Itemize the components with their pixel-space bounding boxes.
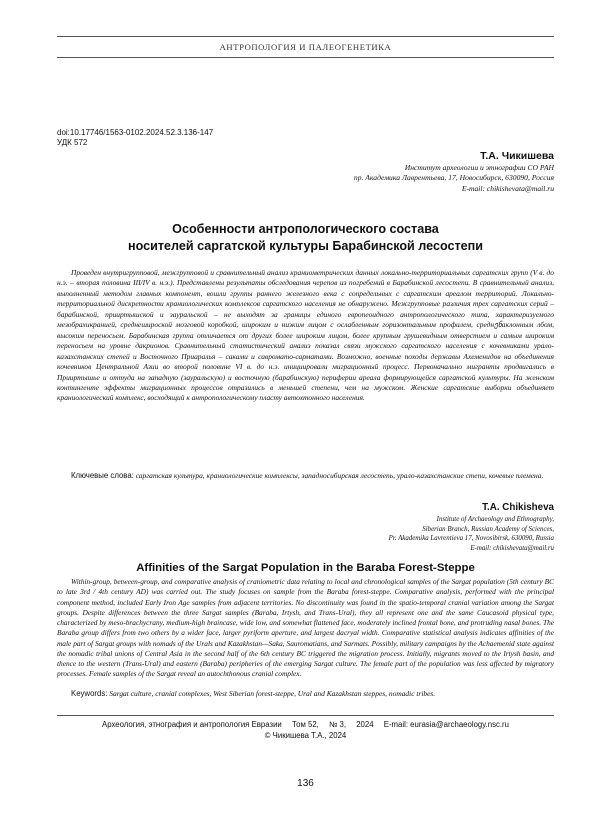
udc: УДК 572 xyxy=(57,138,88,147)
abstract-en: Within-group, between-group, and comparative analysis of craniometric data relating to local and chronological samples of the Sargat population (5th century BC to late 3rd / 4th century AD) was carried out. The study focuses on sample from the Baraba forest-steppe. Comparative analysis, performed with the principal component method, included Early Iron Age samples from adjacent territories. No discontinuity was found in the spatio-temporal cranial variation among the Sargat groups. Despite differences between the three Sargat samples (Baraba, Irtysh, and Trans-Ural), they all represent one and the same Caucasoid physical type, characterized by meso-brachycrany, medium-high braincase, wide low, and somewhat flattened face, moderately inclined frontal bone, and protruding nasal bones. The Baraba group differs from two others by a wider face, larger pyriform aperture, and largest dacryal width. Comparative statistical analysis indicates affinities of the male part of Sargat groups with nomads of the Urals and Kazakhstan—Saka, Sauromatians, and Sarmats. Possibly, military campaigns by the Achaemenid state against the nomadic tribal unions of Central Asia in the second half of the 6th century BC triggered the migration process. Initially, migrants moved to the Irtysh basin, and thence to the western (Trans-Ural) and eastern (Baraba) peripheries of the emerging Sargat culture. The female part of the population was less affected by migratory processes. Female samples of the Sargat reveal an autochthonous cranial complex. xyxy=(57,577,554,679)
affiliation-en xyxy=(389,515,554,553)
title-line: Особенности антропологического состава xyxy=(172,222,439,236)
section-heading: АНТРОПОЛОГИЯ И ПАЛЕОГЕНЕТИКА xyxy=(219,42,392,52)
journal-name: Археология, этнография и антропология Евразии xyxy=(102,720,282,729)
affiliation-line: Institute of Archaeology and Ethnography, xyxy=(436,516,554,523)
article-title-ru xyxy=(57,221,554,254)
journal-year: 2024 xyxy=(356,720,374,729)
author-email-ru[interactable]: E-mail: chikishevata@mail.ru xyxy=(461,183,554,193)
keywords-list-en: Sargat culture, cranial complexes, West Siberian forest-steppe, Ural and Kazakhstan steppes, nomadic tribes. xyxy=(109,689,436,698)
keywords-label-ru: Ключевые слова: xyxy=(71,471,134,480)
author-name-en: T.A. Chikisheva xyxy=(482,502,554,513)
journal-volume: Том 52, xyxy=(291,720,319,729)
doi-block xyxy=(57,128,213,148)
affiliation-line: Siberian Branch, Russian Academy of Sciences, xyxy=(422,525,554,533)
copyright: © Чикишева Т.А., 2024 xyxy=(264,731,347,740)
affiliation-line: пр. Академика Лаврентьева, 17, Новосибирск, 630090, Россия xyxy=(353,173,554,183)
journal-info xyxy=(57,720,554,729)
header-bottom-rule xyxy=(57,57,554,58)
author-email-en[interactable]: E-mail: chikishevata@mail.ru xyxy=(470,544,554,552)
affiliation-ru xyxy=(354,163,554,194)
keywords-ru xyxy=(57,471,554,481)
journal-email[interactable]: E-mail: eurasia@archaeology.nsc.ru xyxy=(383,720,509,729)
page-number: 136 xyxy=(297,778,314,789)
keywords-label-en: Keywords: xyxy=(71,689,108,698)
header-top-rule xyxy=(57,36,554,37)
footer-rule xyxy=(57,715,554,716)
author-name-ru: Т.А. Чикишева xyxy=(480,150,554,162)
keywords-list-ru: саргатская культура, краниологические комплексы, западносибирская лесостепь, урало-казахстанские степи, кочевые племена. xyxy=(135,471,544,480)
journal-issue: № 3, xyxy=(329,720,347,729)
keywords-en xyxy=(57,689,554,699)
title-line: носителей саргатской культуры Барабинской лесостепи xyxy=(127,238,484,253)
affiliation-line: Институт археологии и этнографии СО РАН xyxy=(404,163,554,172)
abstract-ru: Проведен внутригрупповой, межгрупповой и сравнительный анализ краниометрических данных локально-территориальных саргатских групп (V в. до н.э. – вторая половина III/IV в. н.э.). Представлены результаты обследования черепов из погребений в Барабинской лесостепи. В сравнительный анализ, выполненный методом главных компонент, вошли группы раннего железного века с сопредельных с саргатским ареалом территорий. Локально-территориальной дискретности краниологических комплексов саргатского населения не обнаружено. Межгрупповые различия трех саргатских серий – барабинской, прииртышской и зауральской – не выходят за границы единого европеоидного антропологического типа, характеризуемого мезобрахикранией, среднешироской мозговой коробкой, широким и низким лицом с ослабленным горизонтальным профилем, среднენаклонным лбом, высоким переносьем. Барабинская группа отличается от других более широким лицом, более крупным грушевидным отверстием и самым широким переносьем на уровне дакрионов. Сравнительный статистический анализ показал связи мужского саргатского населения с кочевниками урало-казахстанских степей и Восточного Приаралья – саками и савромато-сарматами. Возможно, военные походы державы Ахеменидов на объединения кочевников Центральной Азии во второй половине VI в. до н.э. инициировали миграционный процесс. Первоначально мигранты продвигались в Прииртышье и оттуда на западную (зауральскую) и восточную (барабинскую) периферии ареала формирующейся саргатской культуры. На женском контингенте эффекты миграционных процессов отразились в меньшей степени, чем на мужском. Женские саргатские выборки объединяет краниологический комплекс, восходящий к антропологическому пласту автохтонного населения. xyxy=(57,268,554,403)
article-title-en: Affinities of the Sargat Population in the Baraba Forest-Steppe xyxy=(136,562,475,574)
doi[interactable]: doi:10.17746/1563-0102.2024.52.3.136-147 xyxy=(57,128,214,137)
affiliation-line: Pr. Akademika Lavrentieva 17, Novosibirsk, 630090, Russia xyxy=(388,535,554,543)
